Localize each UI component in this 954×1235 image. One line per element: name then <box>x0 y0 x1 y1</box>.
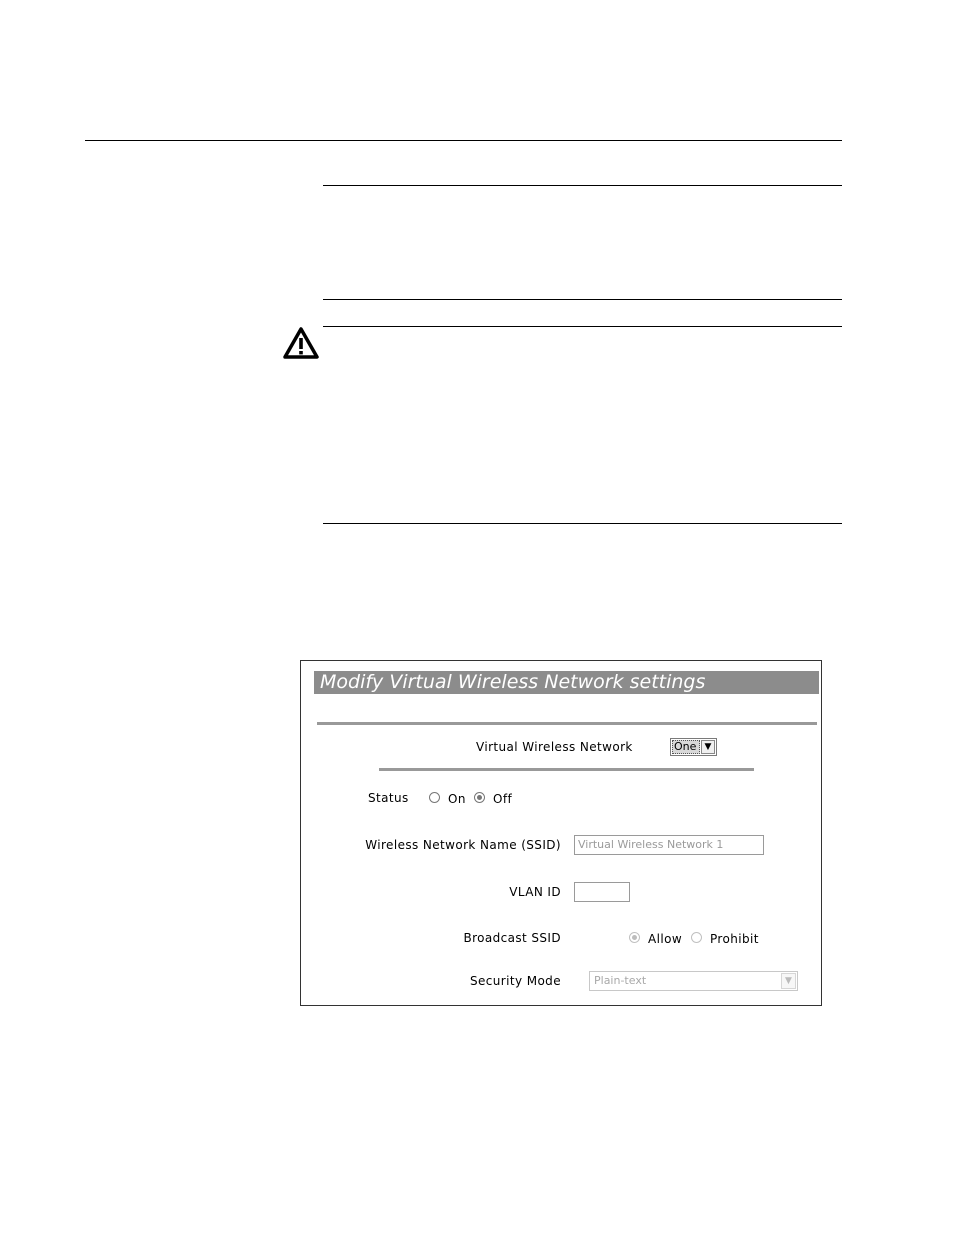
header-rule <box>85 140 842 141</box>
vwn-select[interactable] <box>670 738 717 756</box>
caution-bottom-rule <box>323 523 842 524</box>
broadcast-allow-label: Allow <box>648 932 683 946</box>
broadcast-allow-radio[interactable] <box>629 932 640 943</box>
broadcast-label: Broadcast SSID <box>463 931 561 945</box>
vwn-settings-panel <box>300 660 822 1006</box>
note-top-rule <box>323 185 842 186</box>
status-on-radio[interactable] <box>429 792 440 803</box>
vlan-input[interactable] <box>574 882 630 902</box>
vlan-label: VLAN ID <box>509 885 561 899</box>
panel-title: Modify Virtual Wireless Network settings <box>314 671 819 694</box>
caution-top-rule <box>323 326 842 327</box>
broadcast-prohibit-label: Prohibit <box>710 932 759 946</box>
vwn-label: Virtual Wireless Network <box>476 740 633 754</box>
warning-triangle-icon <box>283 326 319 359</box>
security-label: Security Mode <box>470 974 561 988</box>
status-off-radio[interactable] <box>474 792 485 803</box>
status-on-label: On <box>448 792 466 806</box>
status-label: Status <box>368 791 409 805</box>
ssid-label: Wireless Network Name (SSID) <box>365 838 561 852</box>
vwn-select-value: One <box>672 740 700 754</box>
chevron-down-icon[interactable]: ▼ <box>781 973 796 989</box>
status-off-label: Off <box>493 792 513 806</box>
vwn-divider <box>379 768 754 771</box>
note-bottom-rule <box>323 299 842 300</box>
ssid-input[interactable]: Virtual Wireless Network 1 <box>574 835 764 855</box>
title-divider <box>317 722 817 725</box>
security-mode-value: Plain-text <box>594 974 647 987</box>
chevron-down-icon[interactable]: ▼ <box>701 740 715 754</box>
security-mode-select[interactable] <box>589 971 798 991</box>
broadcast-prohibit-radio[interactable] <box>691 932 702 943</box>
